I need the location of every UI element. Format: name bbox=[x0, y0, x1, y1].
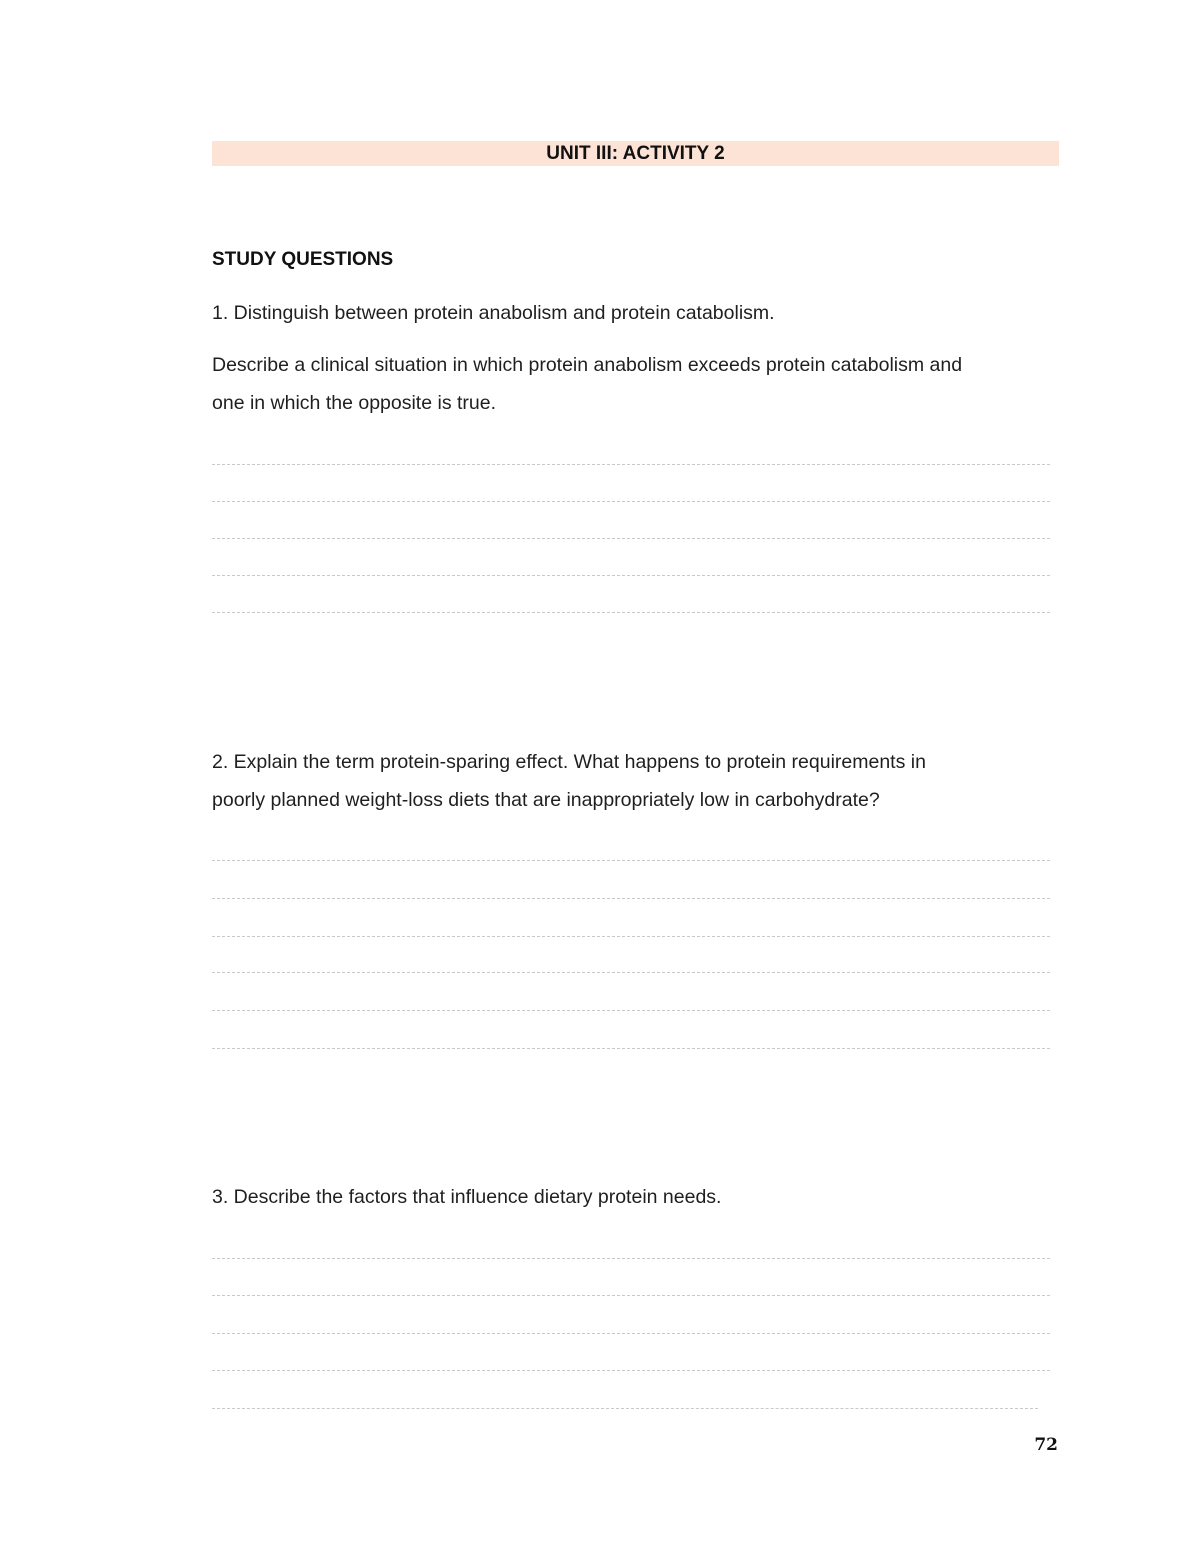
answer-line[interactable] bbox=[212, 612, 1050, 613]
question-1-followup-line: Describe a clinical situation in which protein anabolism exceeds protein catabolism and bbox=[212, 354, 963, 376]
question-1-line: 1. Distinguish between protein anabolism and protein catabolism. bbox=[212, 302, 775, 324]
answer-line[interactable] bbox=[212, 1258, 1050, 1259]
question-2-line: poorly planned weight-loss diets that are inappropriately low in carbohydrate? bbox=[212, 789, 880, 811]
question-1-followup-line: one in which the opposite is true. bbox=[212, 392, 497, 414]
answer-line[interactable] bbox=[212, 1408, 1038, 1409]
question-2-text bbox=[212, 743, 1062, 819]
page-number: 72 bbox=[1034, 1435, 1058, 1455]
answer-line[interactable] bbox=[212, 464, 1050, 465]
answer-line[interactable] bbox=[212, 538, 1050, 539]
answer-line[interactable] bbox=[212, 1370, 1050, 1371]
answer-line[interactable] bbox=[212, 575, 1050, 576]
answer-line[interactable] bbox=[212, 1048, 1050, 1049]
answer-line[interactable] bbox=[212, 898, 1050, 899]
question-3-line: 3. Describe the factors that influence dietary protein needs. bbox=[212, 1186, 722, 1208]
answer-line[interactable] bbox=[212, 972, 1050, 973]
question-1-followup bbox=[212, 346, 1062, 422]
activity-title-banner: UNIT III: ACTIVITY 2 bbox=[212, 141, 1059, 166]
answer-line[interactable] bbox=[212, 1333, 1050, 1334]
question-2-line: 2. Explain the term protein-sparing effect. What happens to protein requirements in bbox=[212, 751, 926, 773]
section-heading: STUDY QUESTIONS bbox=[212, 249, 394, 270]
question-3-text bbox=[212, 1178, 1062, 1216]
answer-line[interactable] bbox=[212, 936, 1050, 937]
question-1-text bbox=[212, 294, 1062, 332]
answer-line[interactable] bbox=[212, 1295, 1050, 1296]
answer-line[interactable] bbox=[212, 501, 1050, 502]
answer-line[interactable] bbox=[212, 1010, 1050, 1011]
answer-line[interactable] bbox=[212, 860, 1050, 861]
